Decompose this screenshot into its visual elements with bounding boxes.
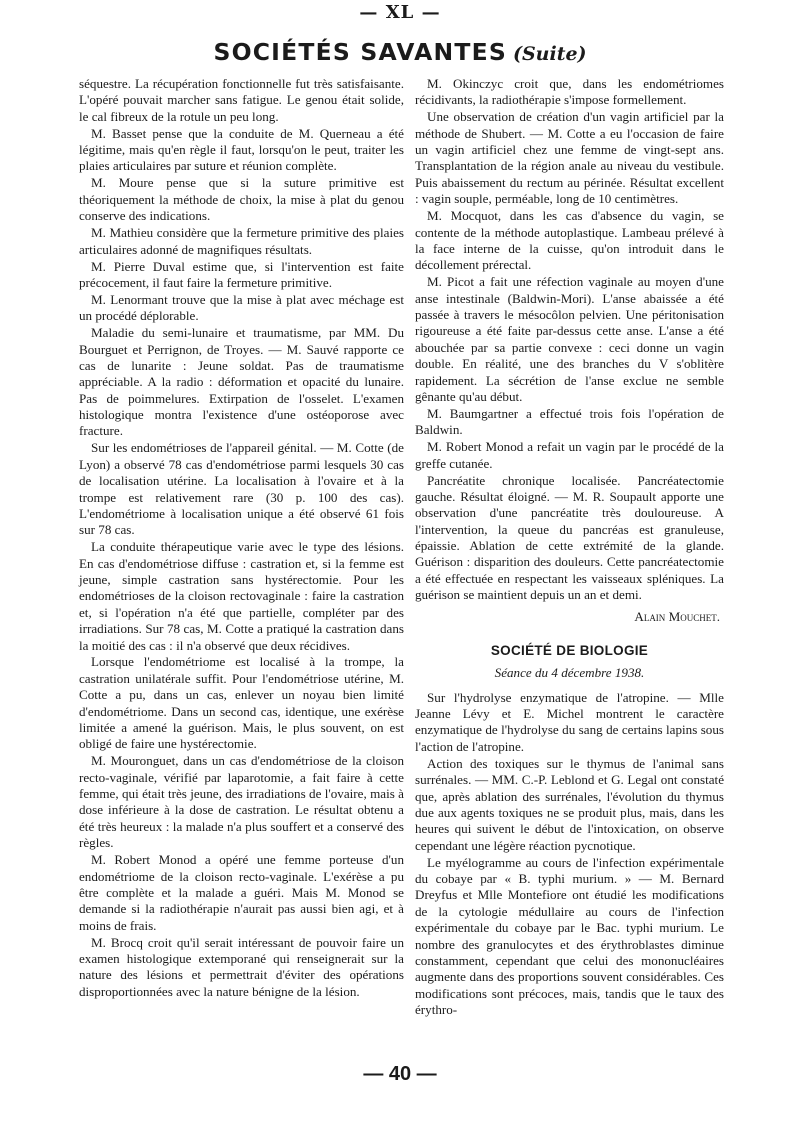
paragraph: M. Mouronguet, dans un cas d'endométriose de la cloison recto-vaginale, vérifié par laparotomie, a fait faire à cette femme, qui était très jeune, des irradiations de l'ovaire, mais à dose inférieure à la dose de castration. Le résultat obtenu a été très heureux : la malade n'a plus souffert et a conservé des règles.	[79, 753, 404, 851]
paragraph: M. Lenormant trouve que la mise à plat avec méchage est un procédé déplorable.	[79, 291, 404, 324]
paragraph: Une observation de création d'un vagin artificiel par la méthode de Shubert. — M. Cotte a eu l'occasion de faire un vagin artificiel chez une femme de vingt-sept ans. Transplantation de la région anale au niveau du vestibule. Puis abaissement du rectum au périnée. Résultat excellent : vagin souple, perméable, long de 10 centimètres.	[415, 109, 724, 207]
paragraph: La conduite thérapeutique varie avec le type des lésions. En cas d'endométriose diffuse : castration et, si la femme est jeune, simple castration sans hystérectomie. Pour les endométrioses de la cloison rectovaginale : faire la castration et, si l'opération n'a été que partielle, compléter par des irradiations. Sur 78 cas, M. Cotte a pratiqué la castration dans la moitié des cas : il n'a observé que deux récidives.	[79, 539, 404, 653]
paragraph: Maladie du semi-lunaire et traumatisme, par MM. Du Bourguet et Perrignon, de Troyes. — M. Sauvé rapporte ce cas de lunarite : Jeune soldat. Pas de traumatisme appréciable. A la radio : déformation et opacité du lunaire. Pas de poimmelures. Extirpation de l'osselet. L'examen histologique montra l'existence d'une ostéoporose avec fracture.	[79, 325, 404, 439]
paragraph: Le myélogramme au cours de l'infection expérimentale du cobaye par « B. typhi murium. » — M. Bernard Dreyfus et Mlle Montefiore ont étudié les modifications de la cytologie médullaire au cours de l'infection expérimentale du cobaye par le Bac. typhi murium. Le nombre des granulocytes et des érythroblastes diminue constamment, cependant que celui des mononucléaires augmente dans des proportions souvent considérables. Ces modifications sont précoces, mais, tandis que le taux des érythro-	[415, 854, 724, 1017]
paragraph: M. Moure pense que si la suture primitive est théoriquement la méthode de choix, la mise à plat du genou conserve des indications.	[79, 175, 404, 224]
paragraph: M. Basset pense que la conduite de M. Querneau a été légitime, mais qu'en règle il faut, lorsqu'on le peut, traiter les plaies articulaires par suture et réunion complète.	[79, 125, 404, 174]
paragraph: Sur l'hydrolyse enzymatique de l'atropine. — Mlle Jeanne Lévy et E. Michel montrent le caractère enzymatique de l'hydrolyse du sang de certains lapins sous l'action de l'atropine.	[415, 689, 724, 754]
section-date: Séance du 4 décembre 1938.	[494, 665, 645, 681]
paragraph: séquestre. La récupération fonctionnelle fut très satisfaisante. L'opéré pouvait marcher sans fatigue. Le genou était solide, le cal fibreux de la rotule un peu long.	[79, 76, 404, 124]
paragraph: M. Picot a fait une réfection vaginale au moyen d'une anse intestinale (Baldwin-Mori). L'anse abaissée a été passée à travers le mésocôlon pelvien. Une péritonisation rigoureuse a été faite par-dessus cette anse. L'anse a été abouchée par sa partie convexe : ceci donne un vagin double. En réalité, une des branches du V s'oblitère rapidement. La sécrétion de l'anse exclue ne semble gênante qu'au début.	[415, 274, 724, 404]
paragraph: M. Okinczyc croit que, dans les endométriomes récidivants, la radiothérapie s'impose formellement.	[415, 76, 724, 108]
paragraph: M. Robert Monod a refait un vagin par le procédé de la greffe cutanée.	[415, 439, 724, 471]
paragraph: M. Pierre Duval estime que, si l'intervention est faite précocement, il faut faire la fermeture primitive.	[79, 258, 404, 290]
running-title-main: SOCIÉTÉS SAVANTES	[213, 38, 507, 66]
running-title	[0, 38, 800, 66]
paragraph: M. Mocquot, dans les cas d'absence du vagin, se contente de la méthode autoplastique. Lambeau prélevé à la face interne de la cuisse, qu'on introduit dans le décollement prérectal.	[415, 208, 724, 273]
paragraph: M. Robert Monod a opéré une femme porteuse d'un endométriome de la cloison recto-vaginale. L'exérèse a pu être complète et la malade a guéri. Mais M. Monod se demande si la radiothérapie n'aurait pas aussi bien agi, et à moins de frais.	[79, 852, 404, 933]
paragraph: M. Brocq croit qu'il serait intéressant de pouvoir faire un examen histologique extemporané qui renseignerait sur la nature des lésions et permettrait d'éviter des opérations disproportionnées avec la nature bénigne de la lésion.	[79, 934, 404, 999]
paragraph: M. Baumgartner a effectué trois fois l'opération de Baldwin.	[415, 405, 724, 438]
author-signature: Alain Mouchet.	[634, 608, 720, 624]
right-column	[415, 76, 724, 1019]
left-column	[79, 76, 404, 1001]
paragraph: Sur les endométrioses de l'appareil génital. — M. Cotte (de Lyon) a observé 78 cas d'endométriose parmi lesquels 30 cas de localisation utérine. La localisation à l'ovaire et à la trompe est relativement rare (30 p. 100 des cas). L'endométriome à localisation unique a été observé 61 fois sur 78 cas.	[79, 440, 404, 538]
section-title: SOCIÉTÉ DE BIOLOGIE	[490, 642, 649, 658]
paragraph: M. Mathieu considère que la fermeture primitive des plaies articulaires adonné de magnifiques résultats.	[79, 225, 404, 257]
page-number: — 40 —	[363, 1063, 437, 1085]
page-number-roman: — XL —	[359, 2, 441, 23]
paragraph: Action des toxiques sur le thymus de l'animal sans surrénales. — MM. C.-P. Leblond et G. Legal ont constaté que, après ablation des surrénales, l'évolution du thymus due aux agents toxiques ne se produit plus, mais, dans les heures qui suivent le début de l'intoxication, on observe cependant une légère réaction pycnotique.	[415, 755, 724, 853]
paragraph: Lorsque l'endométriome est localisé à la trompe, la castration unilatérale suffit. Pour l'endométriose utérine, M. Cotte a pu, dans un cas, enlever un noyau bien limité d'endométriome. Dans un second cas, identique, une exérèse limitée a amené la guérison. Mais, le plus souvent, on est obligé de faire une hystérectomie.	[79, 654, 404, 752]
paragraph: Pancréatite chronique localisée. Pancréatectomie gauche. Résultat éloigné. — M. R. Soupault apporte une observation d'une pancréatite très douloureuse. A l'intervention, la queue du pancréas est granuleuse, épaissie. Ablation de cette extrémité de la glande. Guérison : disparition des douleurs. Cette pancréatectomie a été effectuée en respectant les vaisseaux spléniques. La guérison se maintient depuis un an et demi.	[415, 472, 724, 603]
running-title-suite: (Suite)	[512, 43, 587, 65]
